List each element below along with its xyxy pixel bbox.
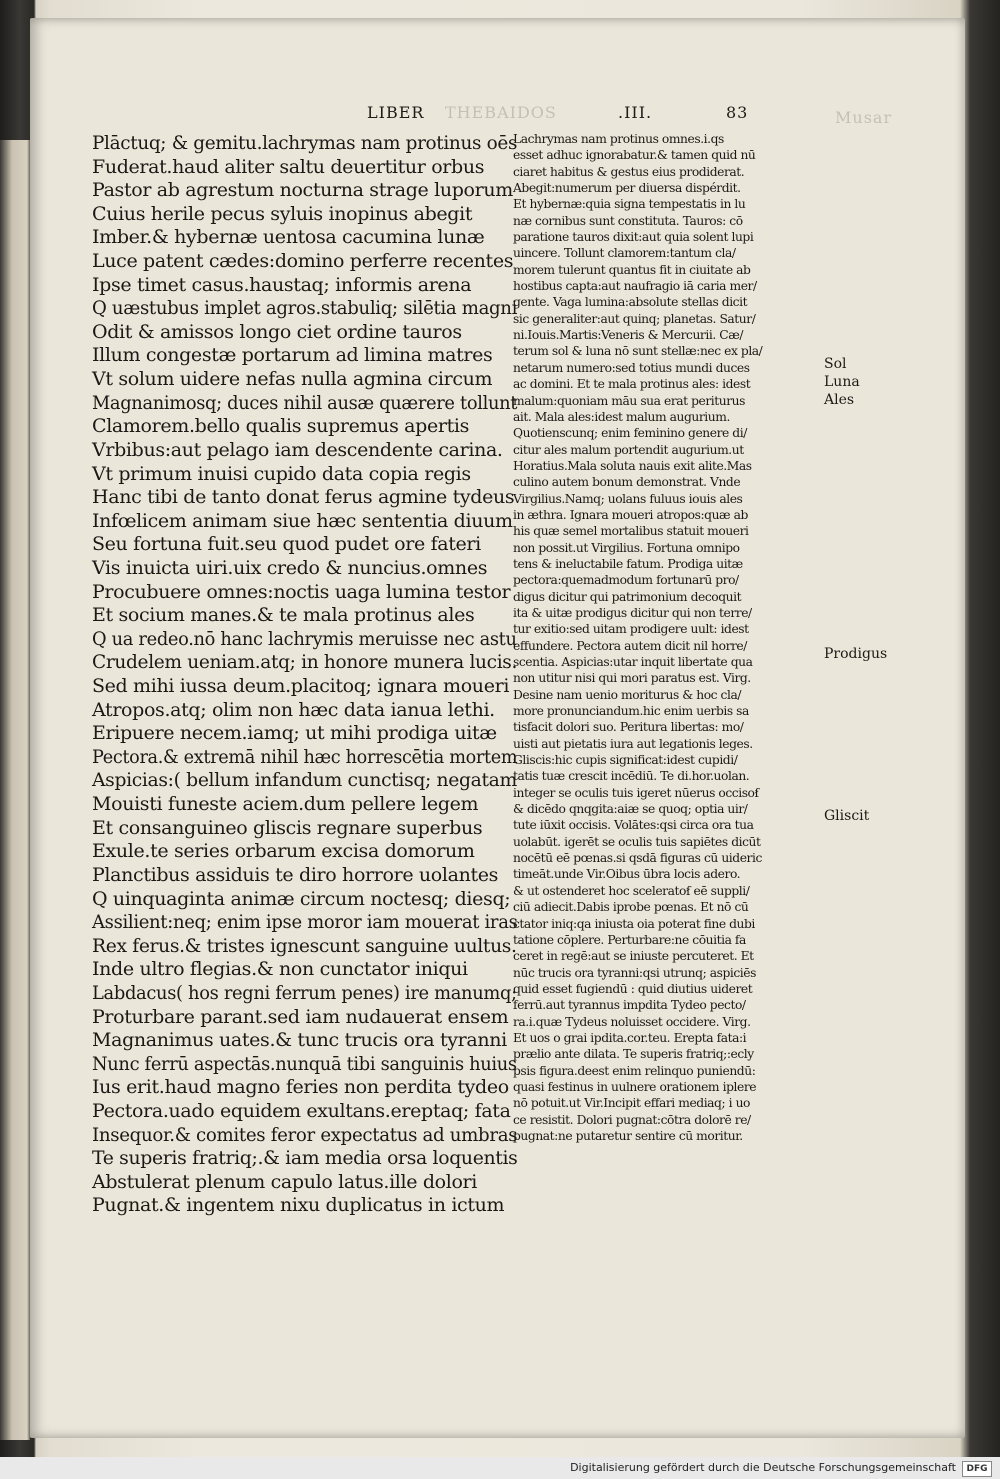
- digitization-footer: [0, 1457, 1000, 1479]
- commentary-line: Gliscis:hic cupis significat:idest cupidi/: [513, 753, 738, 768]
- verse-line: Odit & amissos longo ciet ordine tauros: [92, 320, 462, 343]
- dfg-logo: DFG: [962, 1461, 992, 1477]
- commentary-line: his quæ semel mortalibus statuit moueri: [513, 524, 749, 539]
- commentary-line: nūc trucis ora tyranni:qsi utrunq; aspiciēs: [513, 965, 756, 980]
- commentary-line: pugnat:ne putaretur sentire cū moritur.: [513, 1128, 743, 1143]
- commentary-line: citur ales malum portendit augurium.ut: [513, 442, 744, 457]
- funding-notice: Digitalisierung gefördert durch die Deutsche Forschungsgemeinschaft: [570, 1461, 956, 1474]
- commentary-line: ac domini. Et te mala protinus ales: idest: [513, 377, 751, 392]
- verse-line: Q ua redeo.nō hanc lachrymis meruisse nec astu: [92, 627, 517, 650]
- folio-number: 83: [726, 103, 749, 122]
- commentary-line: uincere. Tollunt clamorem:tantum cla/: [513, 246, 736, 261]
- commentary-line: quasi festinus in uulnere orationem iplere: [513, 1079, 757, 1094]
- commentary-line: ra.i.quæ Tydeus noluisset occidere. Virg.: [513, 1014, 751, 1029]
- verse-line: Labdacus( hos regni ferrum penes) ire manumq;: [92, 981, 517, 1004]
- commentary-line: non possit.ut Virgilius. Fortuna omnipo: [513, 540, 740, 555]
- commentary-line: paratione tauros dixit:aut quia solent lupi: [513, 230, 754, 245]
- verse-line: Q uinquaginta animæ circum noctesq; diesq;: [92, 887, 511, 910]
- gloss-ales: Ales: [824, 392, 855, 408]
- commentary-line: Horatius.Mala soluta nauis exit alite.Mas: [513, 458, 752, 473]
- commentary-line: Desine nam uenio moriturus & hoc cla/: [513, 687, 742, 702]
- commentary-line: tens & ineluctabile fatum. Prodiga uitæ: [513, 556, 743, 571]
- commentary-line: hostibus capta:aut naufragio iā caria mer/: [513, 279, 757, 294]
- verse-line: Magnanimus uates.& tunc trucis ora tyranni: [92, 1029, 507, 1052]
- verse-line: Et socium manes.& te mala protinus ales: [92, 604, 475, 627]
- verse-line: Vt primum inuisi cupido data copia regis: [92, 462, 471, 485]
- commentary-line: Et uos o grai ipdita.cor.teu. Erepta fata:i: [513, 1030, 747, 1045]
- commentary-line: quid esset fugiendū : quid diutius uideret: [513, 981, 753, 996]
- verse-line: Planctibus assiduis te diro horrore uolantes: [92, 863, 499, 886]
- commentary-line: terum sol & luna nō sunt stellæ:nec ex pla/: [513, 344, 763, 359]
- verse-line: Vis inuicta uiri.uix credo & nuncius.omnes: [92, 556, 488, 579]
- commentary-line: ait. Mala ales:idest malum augurium.: [513, 409, 730, 424]
- commentary-line: Et hybernæ:quia signa tempestatis in lu: [513, 197, 746, 212]
- show-through-heading: THEBAIDOS: [445, 103, 557, 122]
- commentary-line: ciaret habitus & gestus eius prodiderat.: [513, 164, 745, 179]
- verse-line: Infœlicem animam siue hæc sententia diuum: [92, 509, 513, 532]
- commentary-line: ita & uitæ prodigus dicitur qui non terre/: [513, 605, 752, 620]
- verse-line: Atropos.atq; olim non hæc data ianua lethi.: [92, 698, 495, 721]
- verse-line: Plāctuq; & gemitu.lachrymas nam protinus oēs: [92, 132, 518, 154]
- commentary-line: ce resistit. Dolori pugnat:cōtra dolorē re/: [513, 1112, 751, 1127]
- commentary-line: ctator iniq:qa iniusta oia poterat fine dubi: [513, 916, 755, 931]
- commentary-line: & ut ostenderet hoc sceleratoẜ eē suppli/: [513, 883, 750, 898]
- commentary-line: nocētū eē pœnas.si qsdā figuras cū uideric: [513, 851, 762, 866]
- commentary-line: ceret in regē:aut se iniuste percuteret. Et: [513, 949, 754, 964]
- verse-line: Vt solum uidere nefas nulla agmina circum: [92, 368, 493, 391]
- verse-line: Illum congestæ portarum ad limina matres: [92, 344, 493, 367]
- verse-line: Aspicias:( bellum infandum cunctisq; negatam: [92, 769, 517, 792]
- verse-line: Imber.& hybernæ uentosa cacumina lunæ: [92, 226, 485, 249]
- gloss-gliscit: Gliscit: [824, 808, 870, 824]
- verse-line: Q uæstubus implet agros.stabuliq; silētia magni: [92, 297, 518, 320]
- commentary-line: nō potuit.ut Vir.Incipit effari mediaq; i uo: [513, 1096, 750, 1111]
- verse-line: Crudelem ueniam.atq; in honore munera lucis.: [92, 651, 518, 674]
- commentary-line: Quotienscunq; enim feminino genere di/: [513, 426, 747, 441]
- verse-line: Mouisti funeste aciem.dum pellere legem: [92, 793, 479, 816]
- verse-line: Rex ferus.& tristes ignescunt sanguine uultus.: [92, 934, 517, 957]
- verse-line: Luce patent cædes:domino perferre recentes: [92, 250, 514, 273]
- commentary-line: & dicēdo qnqgita:aiæ se quoq; optia uir/: [513, 802, 748, 817]
- commentary-line: tute iūxit occisis. Volātes:qsi circa ora tua: [513, 818, 754, 833]
- verse-line: Exule.te series orbarum excisa domorum: [92, 840, 475, 863]
- commentary-line: more pronunciandum.hic enim uerbis sa: [513, 704, 749, 719]
- commentary-line: netarum numero:sed totius mundi duces: [513, 360, 750, 375]
- running-head-liber: LIBER: [367, 103, 425, 122]
- verse-line: Assilient:neq; enim ipse moror iam mouerat iras: [92, 911, 518, 934]
- commentary-line: digus dicitur qui patrimonium decoquit: [513, 589, 742, 604]
- commentary-line: timeāt.unde Vir.Oibus ūbra locis adero.: [513, 867, 741, 882]
- commentary-line: tatis tuæ crescit incēdiū. Te di.hor.uolan.: [513, 769, 750, 784]
- running-head-book-number: .III.: [618, 103, 653, 122]
- verse-line: Sed mihi iussa deum.placitoq; ignara moueri: [92, 675, 510, 698]
- commentary-line: prælio ante dilata. Te superis fratriq;:ecly: [513, 1047, 754, 1062]
- verse-line: Nunc ferrū aspectās.nunquā tibi sanguinis huius: [92, 1052, 517, 1075]
- commentary-line: tatione cōplere. Perturbare:ne cōuitia fa: [513, 932, 746, 947]
- verse-line: Proturbare parant.sed iam nudauerat ensem: [92, 1005, 509, 1028]
- commentary-line: integer se oculis tuis igeret nūerus occisoẜ: [513, 785, 759, 800]
- commentary-line: psis figura.deest enim relinquo puniendū:: [513, 1063, 756, 1078]
- verse-line: Eripuere necem.iamq; ut mihi prodiga uitæ: [92, 722, 497, 745]
- verse-column: [92, 132, 522, 1218]
- commentary-line: non utitur nisi qui mori paratus est. Virg.: [513, 671, 751, 686]
- commentary-line: morem tulerunt quantus fit in ciuitate ab: [513, 262, 751, 277]
- commentary-line: malum:quoniam māu sua erat periturus: [513, 393, 745, 408]
- verse-line: Hanc tibi de tanto donat ferus agmine tydeus: [92, 486, 515, 509]
- commentary-line: næ cornibus sunt constituta. Tauros: cō: [513, 213, 743, 228]
- verse-line: Et consanguineo gliscis regnare superbus: [92, 816, 483, 839]
- commentary-line: culino autem bonum demonstrat. Vnde: [513, 475, 741, 490]
- commentary-line: tisfacit dolori suo. Peritura libertas: mo/: [513, 720, 744, 735]
- verse-line: Pectora.uado equidem exultans.ereptaq; fata: [92, 1099, 511, 1122]
- verse-line: Inde ultro flegias.& non cunctator iniqui: [92, 958, 468, 981]
- commentary-line: uisti aut pietatis iura aut legationis leges.: [513, 736, 753, 751]
- verse-line: Magnanimosq; duces nihil ausæ quærere tollunt: [92, 391, 518, 414]
- commentary-line: esset adhuc ignorabatur.& tamen quid nū: [513, 148, 756, 163]
- commentary-line: Abegit:numerum per diuersa dispérdit.: [513, 181, 741, 196]
- verse-line: Procubuere omnes:noctis uaga lumina testor: [92, 580, 511, 603]
- verse-line: Ipse timet casus.haustaq; informis arena: [92, 273, 472, 296]
- gloss-luna: Luna: [824, 374, 860, 390]
- verse-line: Cuius herile pecus syluis inopinus abegit: [92, 202, 473, 225]
- commentary-line: gente. Vaga lumina:absolute stellas dicit: [513, 295, 748, 310]
- verse-line: Te superis fratriq;.& iam media orsa loquentis: [92, 1147, 518, 1170]
- commentary-line: ciū adiecit.Dabis iprobe pœnas. Et nō cū: [513, 900, 749, 915]
- verse-line: Abstulerat plenum capulo latus.ille dolori: [92, 1170, 478, 1193]
- commentary-line: in æthra. Ignara moueri atropos:quæ ab: [513, 507, 748, 522]
- verse-line: Clamorem.bello qualis supremus apertis: [92, 415, 469, 438]
- gloss-sol: Sol: [824, 356, 847, 372]
- commentary-line: ferrū.aut tyrannus impdita Tydeo pecto/: [513, 998, 746, 1013]
- gloss-prodigus: Prodigus: [824, 646, 888, 662]
- verse-line: Fuderat.haud aliter saltu deuertitur orbus: [92, 155, 485, 178]
- commentary-line: ni.Iouis.Martis:Veneris & Mercurii. Cæ/: [513, 328, 744, 343]
- commentary-line: tur exitio:sed uitam prodigere uult: idest: [513, 622, 749, 637]
- facing-page-edge: [0, 140, 30, 1440]
- commentary-line: Virgilius.Namq; uolans fuluus iouis ales: [513, 491, 743, 506]
- commentary-column: [513, 131, 825, 1144]
- commentary-line: sic generaliter:aut quinq; planetas. Satur/: [513, 311, 756, 326]
- verse-line: Insequor.& comites feror expectatus ad umbras: [92, 1123, 518, 1146]
- show-through-margin: Musar: [835, 108, 893, 127]
- commentary-line: scentia. Aspicias:utar inquit libertate qua: [513, 655, 753, 669]
- verse-line: Pugnat.& ingentem nixu duplicatus in ictum: [92, 1194, 505, 1217]
- verse-line: Vrbibus:aut pelago iam descendente carina.: [92, 438, 503, 461]
- verse-line: Ius erit.haud magno feries non perdita tydeo: [92, 1076, 509, 1099]
- commentary-line: pectora:quemadmodum fortunarū pro/: [513, 573, 739, 588]
- commentary-line: effundere. Pectora autem dicit nil horre/: [513, 638, 747, 653]
- verse-line: Seu fortuna fuit.seu quod pudet ore fateri: [92, 533, 481, 556]
- verse-line: Pectora.& extremā nihil hæc horrescētia mortem: [92, 745, 518, 768]
- commentary-line: uolabūt. igerēt se oculis tuis sapiētes dicūt: [513, 834, 761, 849]
- commentary-line: Lachrymas nam protinus omnes.i.qs: [513, 132, 724, 146]
- verse-line: Pastor ab agrestum nocturna strage luporum: [92, 179, 513, 202]
